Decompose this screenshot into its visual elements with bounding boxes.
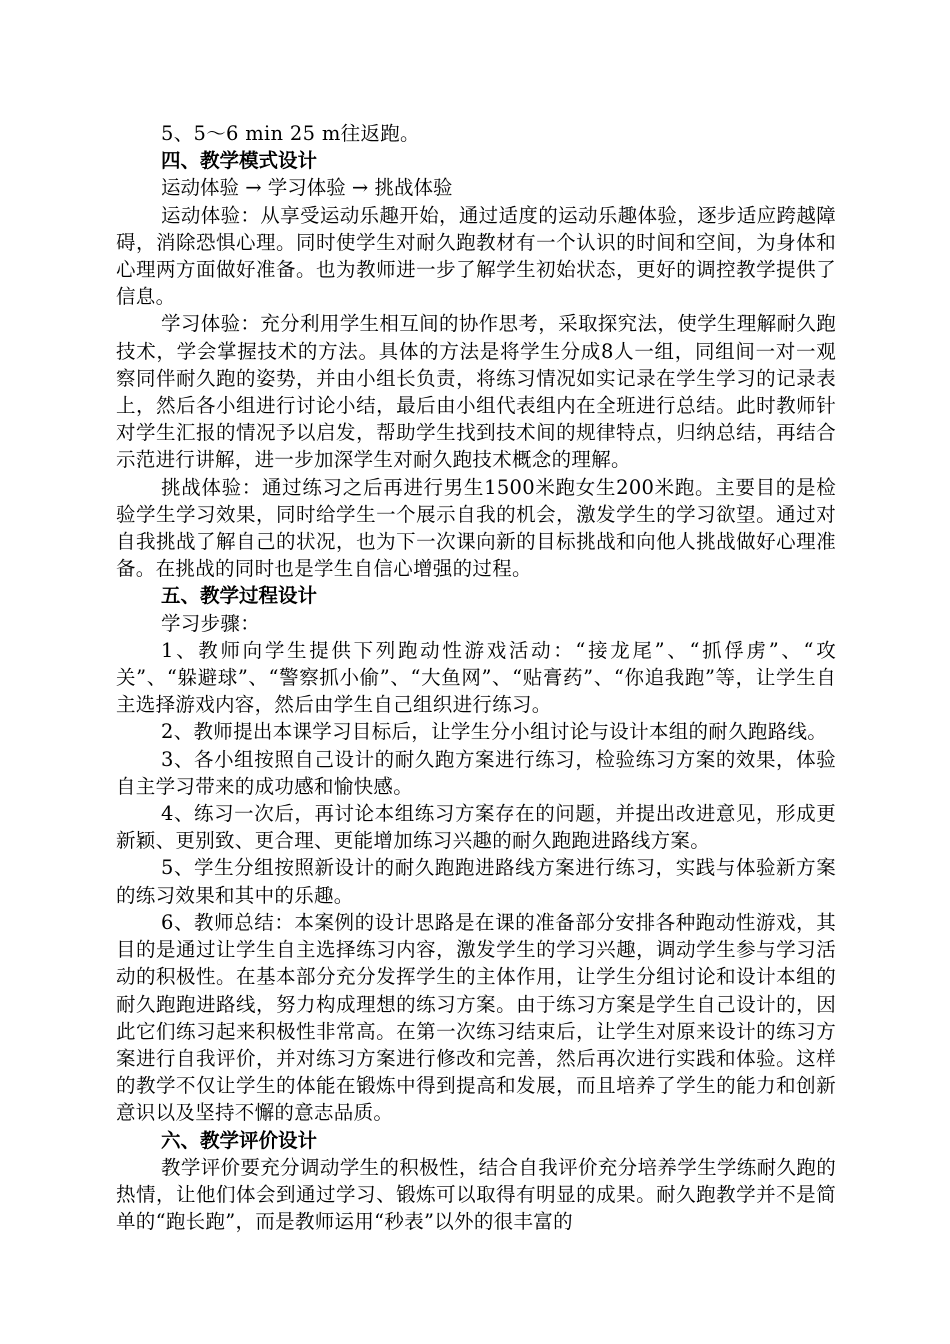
- step-4: 4、练习一次后，再讨论本组练习方案存在的问题，并提出改进意见，形成更新颖、更别致、更合理、更能增加练习兴趣的耐久跑跑进路线方案。: [116, 802, 836, 853]
- step-5: 5、学生分组按照新设计的耐久跑跑进路线方案进行练习，实践与体验新方案的练习效果和其中的乐趣。: [116, 856, 836, 907]
- step-6: 6、教师总结：本案例的设计思路是在课的准备部分安排各种跑动性游戏，其目的是通过让学生自主选择练习内容，激发学生的学习兴趣，调动学生参与学习活动的积极性。在基本部分充分发挥学生的主体作用，让学生分组讨论和设计本组的耐久跑跑进路线，努力构成理想的练习方案。由于练习方案是学生自己设计的，因此它们练习起来积极性非常高。在第一次练习结束后，让学生对原来设计的练习方案进行自我评价，并对练习方案进行修改和完善，然后再次进行实践和体验。这样的教学不仅让学生的体能在锻炼中得到提高和发展，而且培养了学生的能力和创新意识以及坚持不懈的意志品质。: [116, 910, 836, 1125]
- paragraph-challenge-experience: 挑战体验：通过练习之后再进行男生1500米跑女生200米跑。主要目的是检验学生学习效果，同时给学生一个展示自我的机会，激发学生的学习欲望。通过对自我挑战了解自己的状况，也为下一次课向新的目标挑战和向他人挑战做好心理准备。在挑战的同时也是学生自信心增强的过程。: [116, 475, 836, 581]
- step-2: 2、教师提出本课学习目标后，让学生分小组讨论与设计本组的耐久跑路线。: [161, 720, 828, 744]
- paragraph-evaluation: 教学评价要充分调动学生的积极性，结合自我评价充分培养学生学练耐久跑的热情，让他们体会到通过学习、锻炼可以取得有明显的成果。耐久跑教学并不是简单的“跑长跑”，而是教师运用“秒表”以外的很丰富的: [116, 1155, 836, 1234]
- mode-flow-line: 运动体验 → 学习体验 → 挑战体验: [161, 176, 453, 200]
- paragraph-learning-experience: 学习体验：充分利用学生相互间的协作思考，采取探究法，使学生理解耐久跑技术，学会掌握技术的方法。具体的方法是将学生分成8人一组，同组间一对一观察同伴耐久跑的姿势，并由小组长负责，将练习情况如实记录在学生学习的记录表上，然后各小组进行讨论小结，最后由小组代表组内在全班进行总结。此时教师针对学生汇报的情况予以启发，帮助学生找到技术间的规律特点，归纳总结，再结合示范进行讲解，进一步加深学生对耐久跑技术概念的理解。: [116, 312, 836, 472]
- steps-label: 学习步骤：: [161, 611, 261, 635]
- paragraph-item-5: 5、5～6 min 25 m往返跑。: [161, 122, 420, 145]
- step-1: 1、教师向学生提供下列跑动性游戏活动：“接龙尾”、“抓俘虏”、“攻关”、“躲避球”、“警察抓小偷”、“大鱼网”、“贴膏药”、“你追我跑”等，让学生自主选择游戏内容，然后由学生自己组织进行练习。: [116, 638, 836, 717]
- paragraph-sport-experience: 运动体验：从享受运动乐趣开始，通过适度的运动乐趣体验，逐步适应跨越障碍，消除恐惧心理。同时使学生对耐久跑教材有一个认识的时间和空间，为身体和心理两方面做好准备。也为教师进一步了解学生初始状态，更好的调控教学提供了信息。: [116, 203, 836, 309]
- document-page: [116, 120, 836, 1235]
- section-heading-4: 四、教学模式设计: [161, 149, 318, 173]
- step-3: 3、各小组按照自己设计的耐久跑方案进行练习，检验练习方案的效果，体验自主学习带来的成功感和愉快感。: [116, 747, 836, 798]
- section-heading-5: 五、教学过程设计: [161, 584, 318, 608]
- section-heading-6: 六、教学评价设计: [161, 1128, 318, 1152]
